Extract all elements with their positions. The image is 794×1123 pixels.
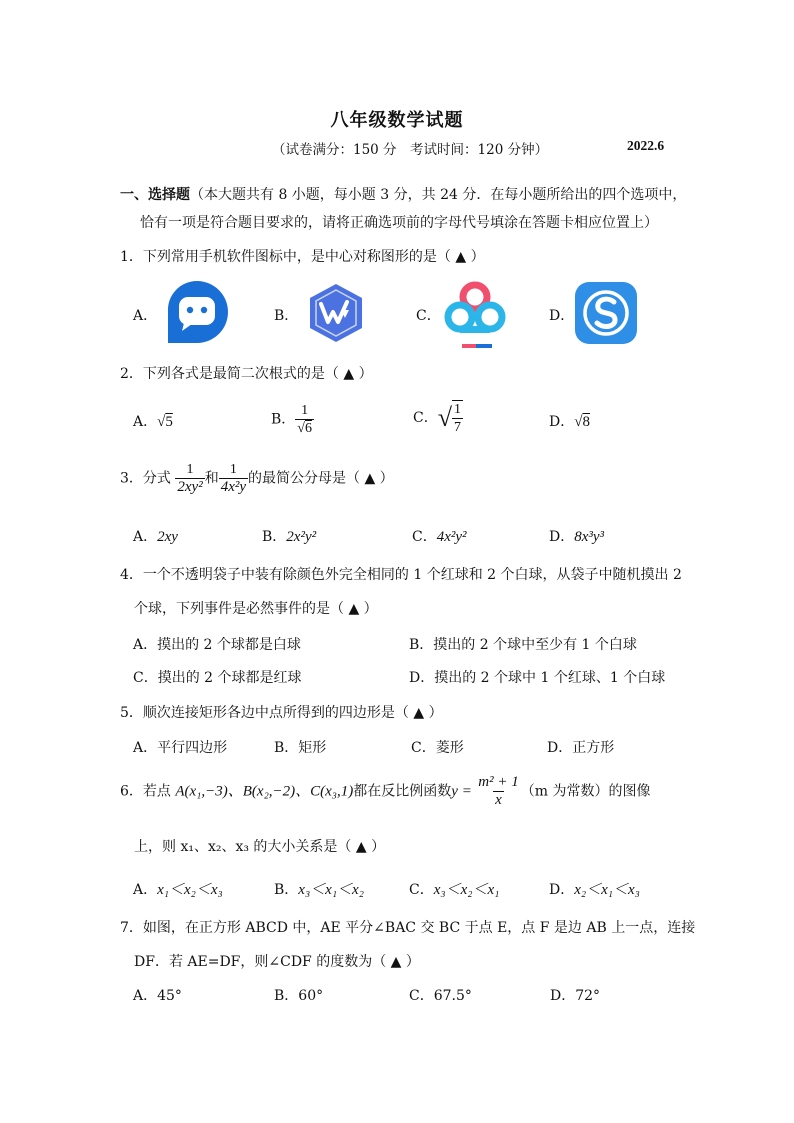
wps-office-icon: [305, 282, 367, 344]
q6-mid: 都在反比例函数: [353, 783, 452, 800]
q2-option-d[interactable]: D．√8: [549, 414, 590, 430]
q6-option-a-label: A．: [133, 882, 158, 898]
question-3-stem: [120, 461, 394, 496]
q3-option-c[interactable]: [412, 526, 467, 546]
q3-suffix: 的最简公分母是（ ▲ ）: [248, 470, 394, 487]
q2-option-d-label: D．: [549, 414, 575, 430]
q3-option-a-label: A．: [133, 529, 158, 545]
q7-option-c[interactable]: C．67.5°: [409, 988, 472, 1004]
q6-option-c-expr: x₃＜x₂＜x₁: [433, 882, 500, 898]
q4-option-b[interactable]: B．摸出的 2 个球中至少有 1 个白球: [409, 637, 637, 653]
q3-option-b[interactable]: [262, 526, 316, 546]
q6-func-numerator: m² + 1: [478, 774, 519, 790]
question-5-stem: 5．顺次连接矩形各边中点所得到的四边形是（ ▲ ）: [120, 705, 443, 721]
question-1-stem: 1．下列常用手机软件图标中，是中心对称图形的是（ ▲ ）: [120, 249, 485, 265]
q3-option-b-label: B．: [262, 529, 287, 545]
question-6-line1: [120, 774, 650, 809]
q6-option-b-expr: x₃＜x₁＜x₂: [298, 882, 364, 898]
q6-option-d-label: D．: [549, 882, 575, 898]
q6-prefix: 6．若点: [120, 783, 176, 800]
q6-option-d[interactable]: [549, 878, 640, 899]
q6-func-denominator: x: [495, 792, 502, 808]
q2-option-b[interactable]: B． $\frac{1}{√6}$: [271, 403, 312, 436]
page-title: 八年级数学试题: [330, 110, 464, 131]
q6-option-d-expr: x₂＜x₁＜x₃: [574, 882, 640, 898]
q7-option-b[interactable]: B．60°: [274, 988, 324, 1004]
question-7-line1: 7．如图，在正方形 ABCD 中，AE 平分∠BAC 交 BC 于点 E，点 F 是边 AB 上一点，连接: [120, 920, 696, 936]
q2-b-numerator: 1: [301, 403, 309, 418]
q2-option-a[interactable]: A．√5: [133, 414, 173, 430]
q6-option-b-label: B．: [274, 882, 299, 898]
q2-c-numerator: 1: [454, 402, 461, 417]
q3-frac1-den: 2xy²: [177, 479, 203, 495]
q7-option-a[interactable]: A．45°: [133, 988, 182, 1004]
q3-frac1-num: 1: [186, 462, 194, 477]
q1-option-d[interactable]: D．: [549, 308, 575, 324]
q3-option-b-expr: 2x²y²: [286, 529, 317, 545]
sogou-search-icon: [574, 281, 638, 345]
q2-b-radicand: 6: [304, 421, 312, 436]
q5-option-c[interactable]: C．菱形: [411, 740, 464, 756]
q4-option-a[interactable]: A．摸出的 2 个球都是白球: [133, 637, 301, 653]
q3-option-c-label: C．: [412, 529, 437, 545]
q6-suffix: （m 为常数）的图像: [520, 783, 651, 800]
q1-option-c[interactable]: C．: [416, 308, 441, 324]
section-label: 一、选择题: [120, 187, 190, 203]
q3-option-d-label: D．: [549, 529, 575, 545]
section-instructions: [120, 184, 686, 204]
q4-option-d[interactable]: D．摸出的 2 个球中 1 个红球、1 个白球: [409, 670, 666, 686]
q3-option-d-expr: 8x³y³: [574, 529, 605, 545]
exam-date: 2022.6: [627, 138, 665, 153]
q6-points: A(x₁,−3)、B(x₂,−2)、C(x₃,1): [175, 783, 354, 800]
question-6-line2: 上，则 x₁、x₂、x₃ 的大小关系是（ ▲ ）: [134, 839, 386, 855]
chat-app-icon: [164, 279, 230, 345]
q2-a-radicand: 5: [165, 414, 173, 430]
section-instructions-line1: （本大题共有 8 小题，每小题 3 分，共 24 分．在每小题所给出的四个选项中，: [190, 187, 687, 203]
question-4-line1: 4．一个不透明袋子中装有除颜色外完全相同的 1 个红球和 2 个白球，从袋子中随机摸出 2: [120, 567, 682, 583]
q3-option-d[interactable]: [549, 526, 604, 546]
q5-option-a[interactable]: A．平行四边形: [133, 740, 228, 756]
q4-option-c[interactable]: C．摸出的 2 个球都是红球: [133, 670, 302, 686]
q2-option-c[interactable]: C．√ $\frac{1}{7}$: [413, 402, 461, 435]
q2-d-radicand: 8: [582, 414, 590, 430]
q3-frac2-den: 4x²y: [220, 479, 246, 495]
q3-option-a[interactable]: [133, 526, 178, 546]
q2-option-a-label: A．: [133, 414, 158, 430]
q1-option-b[interactable]: B．: [274, 308, 299, 324]
q2-option-c-label: C．: [413, 410, 438, 426]
q3-frac2-num: 1: [229, 462, 237, 477]
q6-option-c-label: C．: [409, 882, 434, 898]
q3-option-c-expr: 4x²y²: [436, 529, 467, 545]
q6-option-c[interactable]: [409, 878, 499, 899]
q1-option-a[interactable]: A．: [133, 308, 158, 324]
q7-option-d[interactable]: D．72°: [550, 988, 601, 1004]
q6-option-a-expr: x₁＜x₂＜x₃: [157, 882, 223, 898]
exam-info: （试卷满分：150 分 考试时间：120 分钟）: [272, 142, 549, 158]
q3-middle: 和: [204, 470, 219, 487]
q3-option-a-expr: 2xy: [157, 529, 178, 545]
q3-prefix: 3．分式: [120, 470, 171, 487]
question-7-line2: DF．若 AE=DF，则∠CDF 的度数为（ ▲ ）: [134, 954, 420, 970]
q6-option-a[interactable]: [133, 878, 223, 899]
baidu-netdisk-icon: [443, 281, 507, 351]
q2-option-b-label: B．: [271, 411, 296, 428]
q6-func-lhs: y =: [451, 783, 472, 800]
question-4-line2: 个球，下列事件是必然事件的是（ ▲ ）: [134, 601, 378, 617]
question-2-stem: 2．下列各式是最简二次根式的是（ ▲ ）: [120, 366, 373, 382]
q2-c-denominator: 7: [454, 420, 461, 435]
q5-option-b[interactable]: B．矩形: [274, 740, 327, 756]
section-instructions-line2: 恰有一项是符合题目要求的，请将正确选项前的字母代号填涂在答题卡相应位置上）: [140, 215, 658, 231]
q6-option-b[interactable]: [274, 878, 364, 899]
q5-option-d[interactable]: D．正方形: [547, 740, 615, 756]
